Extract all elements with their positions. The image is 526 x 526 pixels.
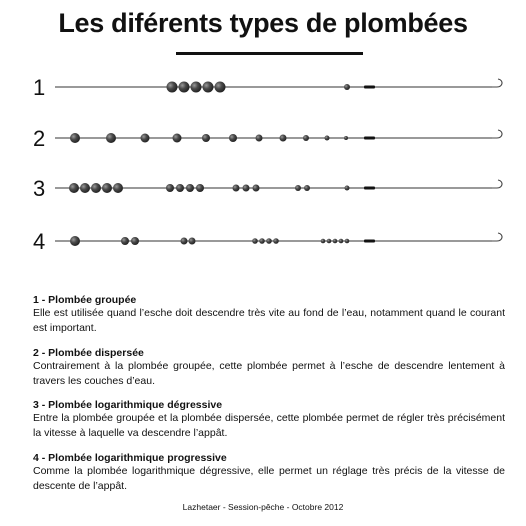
lead-shot — [333, 239, 338, 244]
lead-shot — [80, 183, 90, 193]
lead-shot — [176, 184, 184, 192]
description-heading: 2 - Plombée dispersée — [33, 347, 144, 359]
lead-shot — [252, 238, 258, 244]
description-heading: 4 - Plombée logarithmique progressive — [33, 452, 227, 464]
description-heading: 1 - Plombée groupée — [33, 294, 137, 306]
float-stopper — [364, 86, 375, 89]
lead-shot — [121, 237, 129, 245]
lead-shot — [259, 238, 265, 244]
lead-shot — [327, 239, 332, 244]
hook-icon — [492, 180, 502, 188]
row-number: 1 — [33, 75, 46, 100]
row-number: 2 — [33, 126, 46, 151]
float-stopper — [364, 187, 375, 190]
lead-shot — [102, 183, 112, 193]
lead-shot — [325, 136, 330, 141]
lead-shot — [91, 183, 101, 193]
lead-shot — [191, 82, 202, 93]
lead-shot — [69, 183, 79, 193]
hook-icon — [492, 79, 502, 87]
lead-shot — [229, 134, 237, 142]
lead-shot — [243, 185, 250, 192]
description-progressive — [33, 452, 505, 494]
hook-icon — [492, 233, 502, 241]
title-underline — [176, 52, 363, 55]
lead-shot — [321, 239, 326, 244]
lead-shot — [253, 185, 260, 192]
lead-shot — [173, 134, 182, 143]
rig-row-2 — [33, 126, 502, 151]
description-groupee — [33, 294, 505, 336]
lead-shot — [273, 238, 279, 244]
lead-shot — [345, 186, 350, 191]
lead-shot — [345, 239, 350, 244]
lead-shot — [202, 134, 210, 142]
lead-shot — [113, 183, 123, 193]
rigs-diagram — [0, 60, 526, 260]
lead-shot — [203, 82, 214, 93]
lead-shot — [106, 133, 116, 143]
lead-shot — [339, 239, 344, 244]
description-text: Comme la plombée logarithmique dégressive, elle permet un réglage très précis de la vitesse de descente de l’appât. — [33, 465, 505, 492]
lead-shot — [266, 238, 272, 244]
lead-shot — [166, 184, 174, 192]
lead-shot — [141, 134, 150, 143]
lead-shot — [196, 184, 204, 192]
row-number: 4 — [33, 229, 46, 254]
lead-shot — [70, 236, 80, 246]
page-title: Les diférents types de plombées — [58, 8, 468, 38]
rig-row-3 — [33, 176, 502, 201]
lead-shot — [304, 185, 310, 191]
lead-shot — [303, 135, 309, 141]
lead-shot — [344, 136, 348, 140]
lead-shot — [280, 135, 287, 142]
description-dispersee — [33, 347, 505, 389]
lead-shot — [344, 84, 350, 90]
row-number: 3 — [33, 176, 46, 201]
description-text: Entre la plombée groupée et la plombée dispersée, cette plombée permet de régler très précisément la vitesse à laquelle va descendre l’appât. — [33, 412, 505, 439]
lead-shot — [295, 185, 301, 191]
description-heading: 3 - Plombée logarithmique dégressive — [33, 399, 223, 411]
rig-row-4 — [33, 229, 502, 254]
description-text: Contrairement à la plombée groupée, cette plombée permet à l’esche de descendre lentement à travers les couches d’eau. — [33, 360, 505, 387]
lead-shot — [70, 133, 80, 143]
lead-shot — [186, 184, 194, 192]
lead-shot — [167, 82, 178, 93]
lead-shot — [131, 237, 139, 245]
lead-shot — [215, 82, 226, 93]
hook-icon — [492, 130, 502, 138]
description-text: Elle est utilisée quand l’esche doit descendre très vite au fond de l’eau, notamment quand le courant est important. — [33, 307, 505, 334]
description-degressive — [33, 399, 505, 441]
rig-row-1 — [33, 75, 502, 100]
float-stopper — [364, 240, 375, 243]
float-stopper — [364, 137, 375, 140]
lead-shot — [233, 185, 240, 192]
footer-credit: Lazhetaer - Session-pêche - Octobre 2012 — [182, 502, 344, 512]
lead-shot — [189, 238, 196, 245]
lead-shot — [181, 238, 188, 245]
lead-shot — [256, 135, 263, 142]
lead-shot — [179, 82, 190, 93]
